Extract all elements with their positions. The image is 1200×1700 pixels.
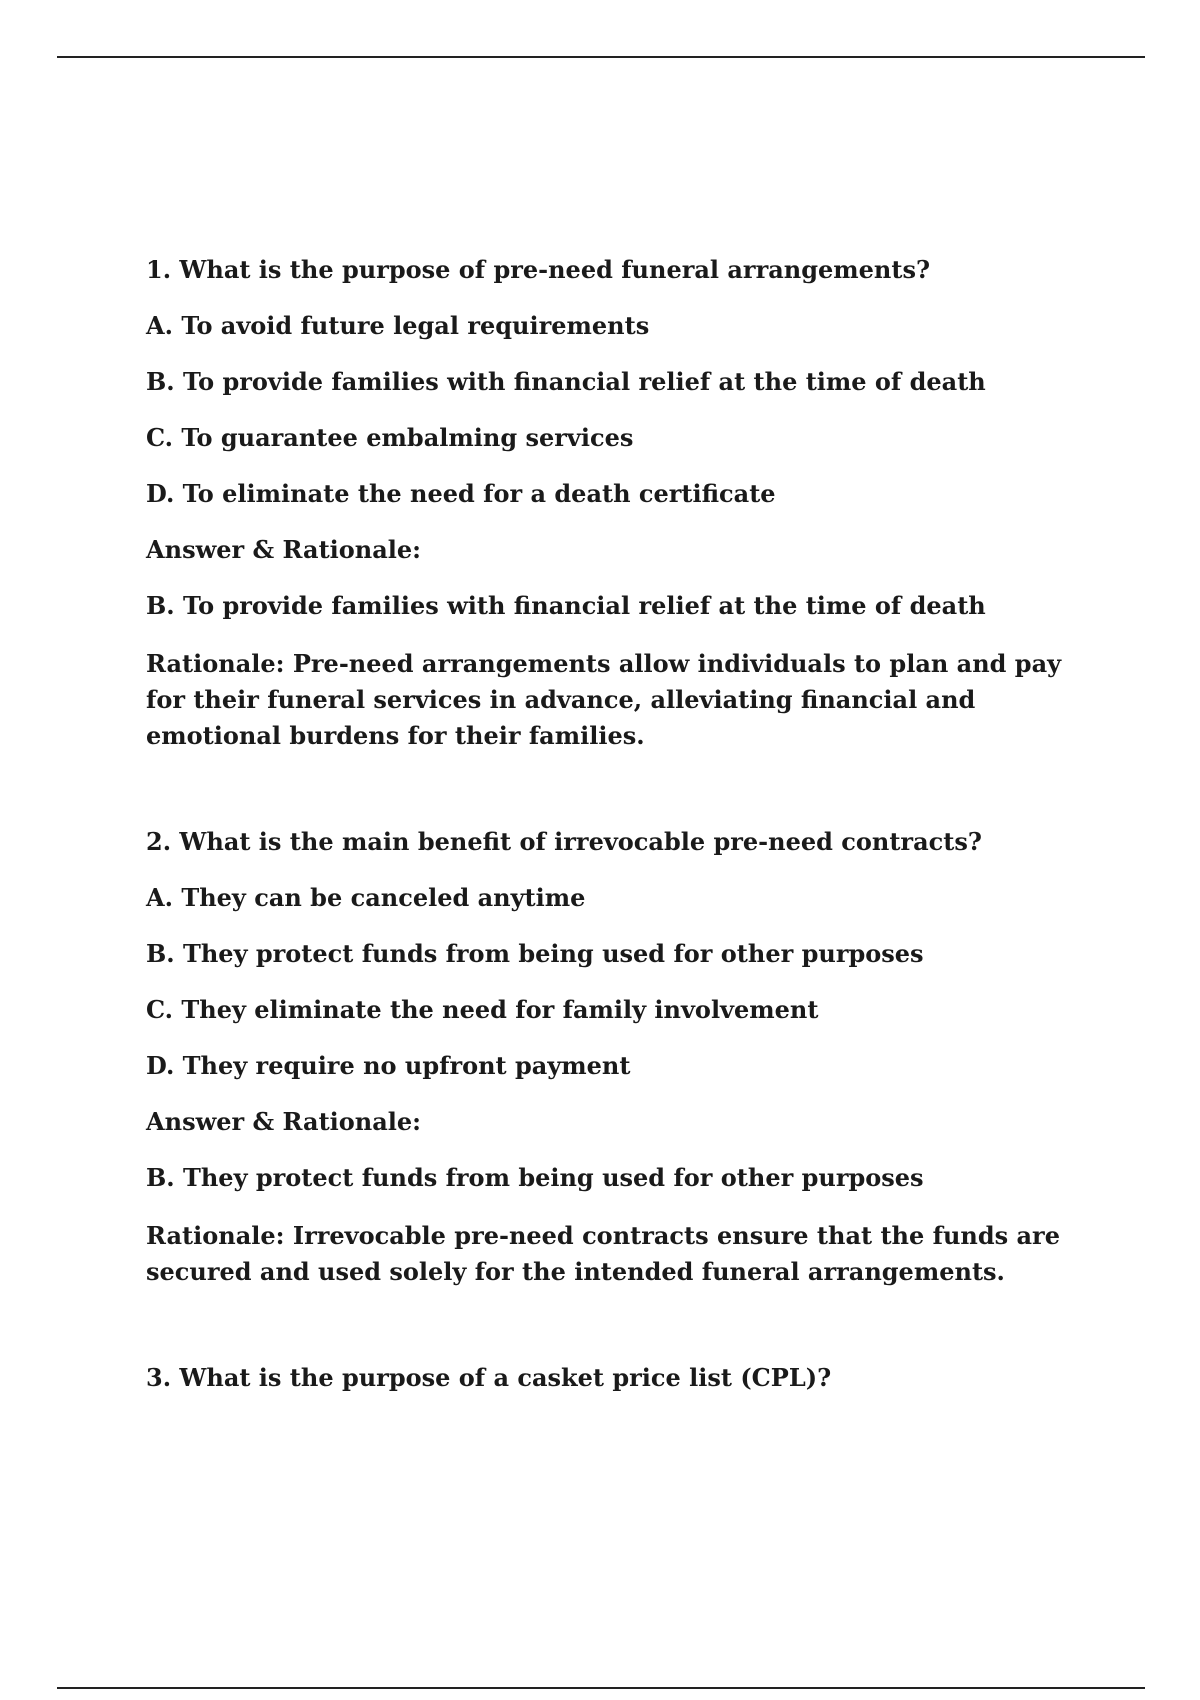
question-text: 1. What is the purpose of pre-need funeral arrangements? [146,255,931,284]
question-text: 3. What is the purpose of a casket price list (CPL)? [146,1363,832,1392]
bottom-rule [57,1687,1145,1689]
question-block-1 [146,254,1096,754]
spacer [146,754,1096,826]
option-d: D. To eliminate the need for a death certificate [146,479,776,508]
option-b: B. To provide families with financial relief at the time of death [146,367,986,396]
answer-text: B. To provide families with financial relief at the time of death [146,591,986,620]
option-b: B. They protect funds from being used for other purposes [146,939,924,968]
rationale-text: Rationale: Irrevocable pre-need contracts ensure that the funds are secured and used solely for the intended funeral arrangements. [146,1221,1060,1286]
question-text: 2. What is the main benefit of irrevocable pre-need contracts? [146,827,982,856]
spacer [146,1290,1096,1362]
question-block-3 [146,1362,1096,1394]
answer-heading: Answer & Rationale: [146,1107,422,1136]
document-content [146,254,1096,1418]
rationale-text: Rationale: Pre-need arrangements allow individuals to plan and pay for their funeral services in advance, alleviating financial and emotional burdens for their families. [146,649,1062,750]
option-c: C. To guarantee embalming services [146,423,634,452]
answer-text: B. They protect funds from being used for other purposes [146,1163,924,1192]
question-block-2 [146,826,1096,1290]
top-rule [57,56,1145,58]
answer-heading: Answer & Rationale: [146,535,422,564]
option-a: A. To avoid future legal requirements [146,311,650,340]
option-a: A. They can be canceled anytime [146,883,586,912]
option-d: D. They require no upfront payment [146,1051,631,1080]
option-c: C. They eliminate the need for family involvement [146,995,819,1024]
